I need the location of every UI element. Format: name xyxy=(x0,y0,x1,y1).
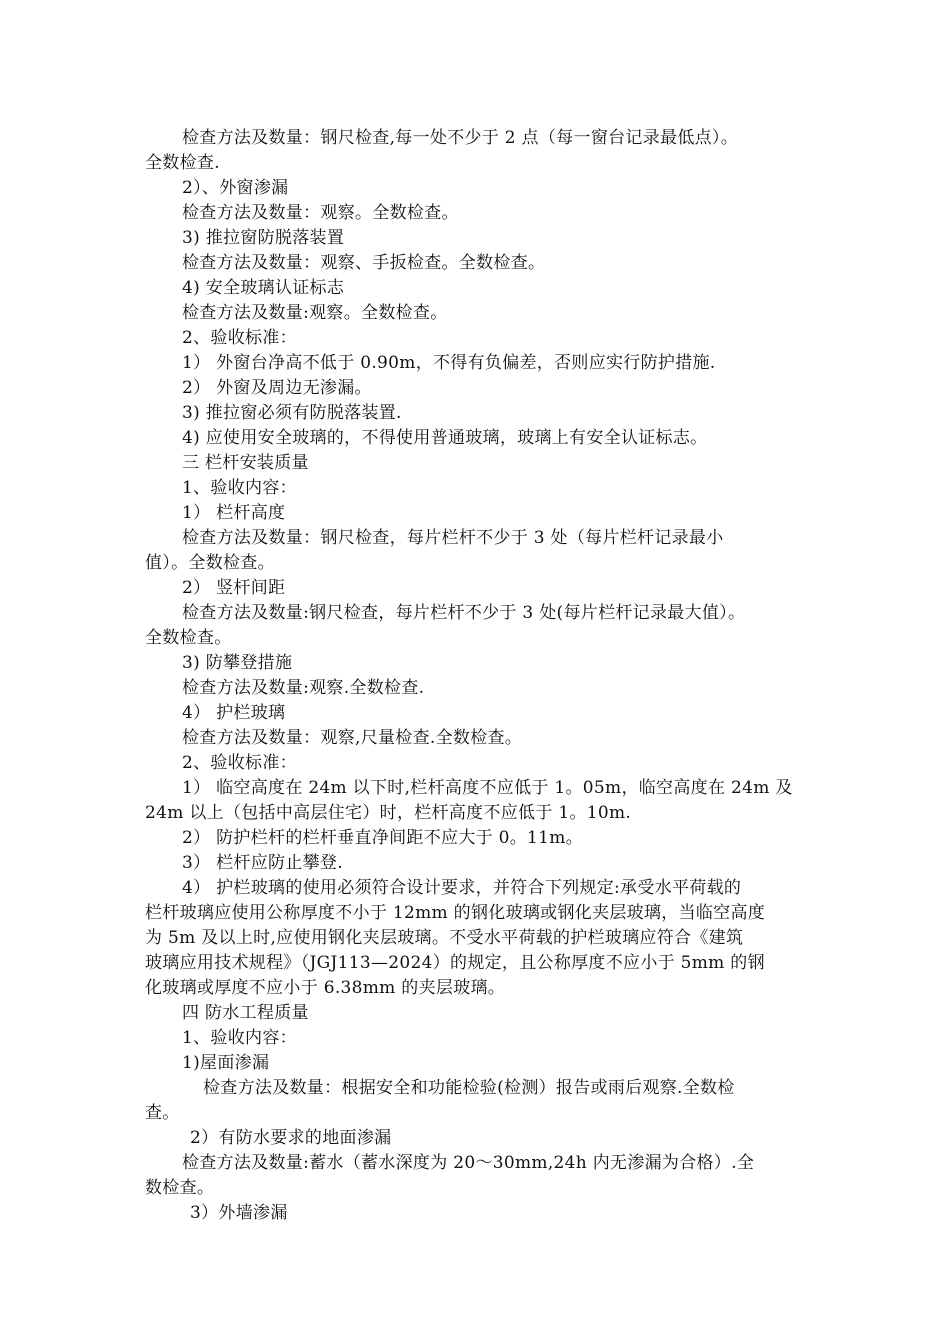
text-line: 化玻璃或厚度不应小于 6.38mm 的夹层玻璃。 xyxy=(145,978,506,998)
text-line: 1） 临空高度在 24m 以下时,栏杆高度不应低于 1。05m，临空高度在 24m 及 xyxy=(182,778,793,798)
section-heading: 三 栏杆安装质量 xyxy=(182,453,309,473)
text-line: 值）。全数检查。 xyxy=(145,553,275,573)
text-line: 24m 以上（包括中高层住宅）时，栏杆高度不应低于 1。10m. xyxy=(145,803,632,823)
text-line: 栏杆玻璃应使用公称厚度不小于 12mm 的钢化玻璃或钢化夹层玻璃，当临空高度 xyxy=(145,903,766,923)
text-line: 2） 外窗及周边无渗漏。 xyxy=(182,378,372,398)
text-line: 2、验收标准： xyxy=(182,753,297,773)
text-line: 4) 应使用安全玻璃的，不得使用普通玻璃，玻璃上有安全认证标志。 xyxy=(182,428,708,448)
text-line: 全数检查。 xyxy=(145,628,232,648)
text-line: 2） 竖杆间距 xyxy=(182,578,286,598)
text-line: 检查方法及数量：钢尺检查，每片栏杆不少于 3 处（每片栏杆记录最小 xyxy=(182,528,724,548)
text-line: 2）有防水要求的地面渗漏 xyxy=(190,1128,392,1148)
text-line: 检查方法及数量：观察、手扳检查。全数检查。 xyxy=(182,253,546,273)
text-line: 4） 护栏玻璃 xyxy=(182,703,286,723)
text-line: 1） 外窗台净高不低于 0.90m，不得有负偏差，否则应实行防护措施. xyxy=(182,353,716,373)
text-line: 玻璃应用技术规程》（JGJ113—2024）的规定，且公称厚度不应小于 5mm 的钢 xyxy=(145,953,765,973)
text-line: 3) 推拉窗必须有防脱落装置. xyxy=(182,403,402,423)
text-line: 检查方法及数量：根据安全和功能检验(检测）报告或雨后观察.全数检 xyxy=(203,1078,735,1098)
text-line: 3) 防攀登措施 xyxy=(182,653,293,673)
text-line: 3) 推拉窗防脱落装置 xyxy=(182,228,345,248)
text-line: 2） 防护栏杆的栏杆垂直净间距不应大于 0。11m。 xyxy=(182,828,583,848)
text-line: 检查方法及数量:蓄水（蓄水深度为 20～30mm,24h 内无渗漏为合格）.全 xyxy=(182,1153,755,1173)
text-line: 3）外墙渗漏 xyxy=(190,1203,288,1223)
text-line: 3） 栏杆应防止攀登. xyxy=(182,853,343,873)
text-line: 1） 栏杆高度 xyxy=(182,503,286,523)
text-line: 4） 护栏玻璃的使用必须符合设计要求，并符合下列规定:承受水平荷载的 xyxy=(182,878,742,898)
text-line: 检查方法及数量:观察.全数检查. xyxy=(182,678,425,698)
text-line: 检查方法及数量:观察。全数检查。 xyxy=(182,303,448,323)
text-line: 4) 安全玻璃认证标志 xyxy=(182,278,345,298)
text-line: 检查方法及数量:钢尺检查，每片栏杆不少于 3 处(每片栏杆记录最大值）。 xyxy=(182,603,746,623)
text-line: 2、验收标准： xyxy=(182,328,297,348)
text-line: 数检查。 xyxy=(145,1178,215,1198)
text-line: 2）、外窗渗漏 xyxy=(182,178,289,198)
text-line: 1、验收内容： xyxy=(182,1028,297,1048)
text-line: 1、验收内容： xyxy=(182,478,297,498)
text-line: 检查方法及数量：钢尺检查,每一处不少于 2 点（每一窗台记录最低点）。 xyxy=(182,128,739,148)
text-line: 检查方法及数量：观察。全数检查。 xyxy=(182,203,459,223)
section-heading: 四 防水工程质量 xyxy=(182,1003,309,1023)
text-line: 为 5m 及以上时,应使用钢化夹层玻璃。不受水平荷载的护栏玻璃应符合《建筑 xyxy=(145,928,744,948)
text-line: 查。 xyxy=(145,1103,180,1123)
text-line: 1)屋面渗漏 xyxy=(182,1053,270,1073)
text-line: 全数检查. xyxy=(145,153,220,173)
text-line: 检查方法及数量：观察,尺量检查.全数检查。 xyxy=(182,728,523,748)
